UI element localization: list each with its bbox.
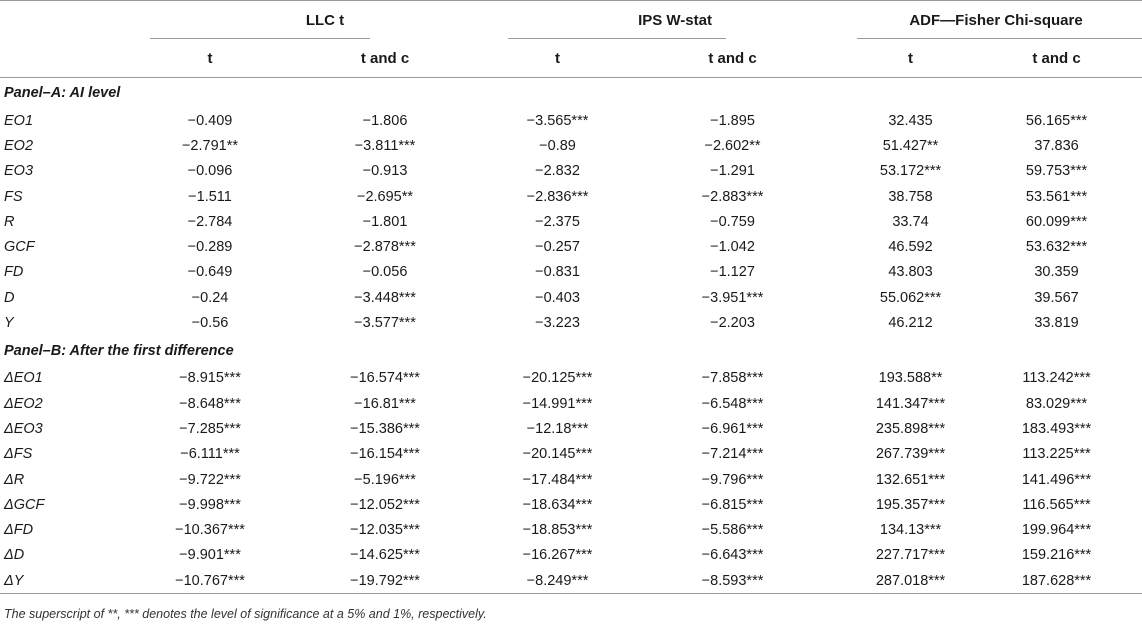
- table-cell: 46.592: [888, 239, 933, 256]
- table-cell: −2.203: [710, 315, 755, 332]
- table-cell: −6.961***: [701, 420, 764, 437]
- table-cell: −10.767***: [175, 572, 245, 589]
- panel-title: Panel–A: AI level: [4, 85, 121, 101]
- table-row: [0, 285, 1142, 310]
- row-label: ΔEO1: [4, 370, 43, 387]
- group-underline-adf: [857, 38, 1142, 39]
- table-cell: 53.172***: [879, 163, 942, 180]
- row-label: R: [4, 213, 15, 230]
- table-cell: −3.811***: [354, 137, 416, 154]
- table-cell: 51.427**: [882, 137, 939, 154]
- table-cell: −18.853***: [522, 522, 593, 539]
- table-cell: −3.565***: [526, 112, 589, 129]
- table-cell: −2.836***: [526, 188, 589, 205]
- table-cell: 39.567: [1034, 289, 1079, 306]
- row-label: ΔY: [4, 572, 24, 589]
- subcol-adf-t-and-c: t and c: [1032, 49, 1081, 67]
- table-cell: −6.643***: [701, 547, 764, 564]
- subcol-ips-t: t: [555, 49, 561, 67]
- table-cell: −12.035***: [350, 522, 420, 539]
- table-cell: −1.511: [188, 188, 232, 205]
- table-cell: −14.991***: [522, 395, 593, 412]
- table-cell: −16.574***: [350, 370, 420, 387]
- table-cell: 116.565***: [1022, 496, 1091, 513]
- row-label: ΔEO2: [4, 395, 43, 412]
- row-label: Y: [4, 315, 14, 332]
- table-cell: −3.951***: [701, 289, 764, 306]
- table-cell: −6.111***: [180, 446, 240, 463]
- table-cell: −8.648***: [179, 395, 241, 412]
- table-cell: −20.145***: [522, 446, 593, 463]
- table-cell: 235.898***: [875, 420, 946, 437]
- table-row: [0, 568, 1142, 594]
- table-row: [0, 184, 1142, 209]
- table-row: [0, 260, 1142, 285]
- row-label: FD: [4, 264, 24, 281]
- table-cell: 199.964***: [1021, 522, 1092, 539]
- table-cell: −2.883***: [701, 188, 764, 205]
- table-row: [0, 467, 1142, 492]
- table-row: [0, 442, 1142, 467]
- table-cell: −9.722***: [179, 471, 241, 488]
- table-cell: −8.593***: [701, 572, 764, 589]
- table-cell: 195.357***: [875, 496, 946, 513]
- table-cell: −6.548***: [701, 395, 764, 412]
- table-cell: −17.484***: [522, 471, 593, 488]
- group-underline-llc: [150, 38, 370, 39]
- table-cell: −2.375: [535, 213, 580, 230]
- table-cell: 33.819: [1034, 315, 1079, 332]
- table-cell: 59.753***: [1025, 163, 1088, 180]
- table-cell: −9.796***: [701, 471, 764, 488]
- table-cell: 113.225***: [1022, 446, 1091, 463]
- table-cell: −6.815***: [701, 496, 764, 513]
- panel-header-row: [0, 78, 1142, 109]
- table-cell: −2.832: [535, 163, 580, 180]
- table-cell: 227.717***: [875, 547, 946, 564]
- subcol-llc-t-and-c: t and c: [360, 49, 410, 67]
- table-cell: −7.285***: [179, 420, 241, 437]
- table-cell: −2.695**: [356, 188, 414, 205]
- table-cell: 134.13***: [879, 522, 942, 539]
- table-cell: −14.625***: [350, 547, 420, 564]
- table-cell: −8.915***: [179, 370, 241, 387]
- table-cell: 287.018***: [875, 572, 946, 589]
- table-cell: 267.739***: [875, 446, 946, 463]
- row-label: ΔR: [4, 471, 25, 488]
- table-cell: 37.836: [1034, 137, 1079, 154]
- table-cell: 32.435: [888, 112, 933, 129]
- row-label: ΔGCF: [4, 496, 45, 513]
- header-group-llc: LLC t: [305, 11, 345, 29]
- table-cell: −0.24: [191, 289, 229, 306]
- panel-header-row: [0, 336, 1142, 366]
- table-cell: −0.831: [535, 264, 580, 281]
- table-cell: −9.998***: [179, 496, 241, 513]
- table-cell: −0.89: [539, 137, 576, 154]
- row-label: EO2: [4, 137, 34, 154]
- table-cell: −3.577***: [354, 315, 416, 332]
- table-row: [0, 366, 1142, 391]
- table-cell: −16.154***: [350, 446, 420, 463]
- table-cell: −0.649: [187, 264, 233, 281]
- table-cell: −1.042: [710, 239, 755, 256]
- table-cell: 193.588**: [878, 370, 943, 387]
- header-blank-cell: [0, 39, 150, 78]
- table-cell: 141.496***: [1021, 471, 1092, 488]
- table-cell: 183.493***: [1021, 420, 1092, 437]
- table-cell: −2.784: [187, 213, 233, 230]
- table-cell: −12.18***: [526, 420, 589, 437]
- table-row: [0, 108, 1142, 133]
- table-cell: 38.758: [888, 188, 933, 205]
- table-cell: 33.74: [892, 213, 929, 230]
- table-cell: −15.386***: [350, 420, 420, 437]
- row-label: EO1: [4, 112, 34, 129]
- group-underline-ips: [508, 38, 726, 39]
- table-row: [0, 159, 1142, 184]
- table-cell: −12.052***: [350, 496, 420, 513]
- table-cell: 46.212: [888, 315, 933, 332]
- row-label: GCF: [4, 239, 35, 256]
- table-cell: −3.448***: [354, 289, 416, 306]
- table-cell: −16.267***: [522, 547, 593, 564]
- table-cell: −3.223: [535, 315, 580, 332]
- table-cell: 30.359: [1034, 264, 1079, 281]
- table-cell: −0.056: [362, 264, 408, 281]
- table-cell: −0.403: [535, 289, 580, 306]
- table-cell: −0.257: [535, 239, 580, 256]
- row-label: D: [4, 289, 15, 306]
- row-label: EO3: [4, 163, 34, 180]
- header-blank-cell: [0, 1, 150, 40]
- header-group-adf: ADF—Fisher Chi-square: [909, 11, 1083, 29]
- table-cell: 113.242***: [1022, 370, 1091, 387]
- table-row: [0, 133, 1142, 158]
- table-cell: 60.099***: [1025, 213, 1088, 230]
- table-cell: −0.759: [710, 213, 755, 230]
- table-cell: −1.127: [710, 264, 755, 281]
- table-row: [0, 209, 1142, 234]
- table-cell: −1.801: [362, 213, 408, 230]
- table-cell: −2.791**: [181, 137, 239, 154]
- table-cell: 55.062***: [879, 289, 942, 306]
- table-cell: −9.901***: [179, 547, 241, 564]
- table-cell: −7.858***: [701, 370, 764, 387]
- table-row: [0, 391, 1142, 416]
- row-label: ΔFS: [4, 446, 33, 463]
- table-cell: 141.347***: [875, 395, 946, 412]
- panel-title: Panel–B: After the first difference: [4, 342, 234, 359]
- row-label: FS: [4, 188, 23, 205]
- table-cell: −1.806: [362, 112, 408, 129]
- table-cell: −1.895: [710, 112, 755, 129]
- table-cell: 53.632***: [1025, 239, 1088, 256]
- row-label: ΔD: [4, 547, 25, 564]
- table-row: [0, 416, 1142, 441]
- table-cell: −8.249***: [526, 572, 589, 589]
- subcol-adf-t: t: [908, 49, 914, 67]
- row-label: ΔEO3: [4, 420, 43, 437]
- table-footnote: The superscript of **, *** denotes the level of significance at a 5% and 1%, respectively.: [4, 607, 487, 621]
- header-group-row: [0, 1, 1142, 40]
- table-cell: −0.409: [187, 112, 233, 129]
- table-cell: 132.651***: [875, 471, 946, 488]
- header-subcolumn-row: [0, 39, 1142, 78]
- table-row: [0, 492, 1142, 517]
- table-cell: −0.289: [187, 239, 233, 256]
- table-row: [0, 517, 1142, 542]
- table-cell: −0.56: [191, 315, 229, 332]
- table-row: [0, 543, 1142, 568]
- table-row: [0, 310, 1142, 335]
- table-cell: 43.803: [888, 264, 933, 281]
- table-cell: −5.586***: [701, 522, 764, 539]
- table-cell: −2.602**: [704, 137, 761, 154]
- table-row: [0, 234, 1142, 259]
- table-cell: −10.367***: [175, 522, 245, 539]
- table-cell: −0.913: [362, 163, 408, 180]
- table-cell: 187.628***: [1021, 572, 1092, 589]
- table-cell: 56.165***: [1025, 112, 1088, 129]
- table-cell: −5.196***: [354, 471, 416, 488]
- subcol-llc-t: t: [207, 49, 213, 67]
- table-cell: −20.125***: [522, 370, 593, 387]
- table-cell: 53.561***: [1025, 188, 1088, 205]
- table-cell: −0.096: [187, 163, 233, 180]
- table-cell: −2.878***: [354, 239, 416, 256]
- table-cell: −16.81***: [354, 395, 416, 412]
- row-label: ΔFD: [4, 522, 34, 539]
- header-group-ips: IPS W-stat: [638, 11, 712, 29]
- table-cell: 159.216***: [1021, 547, 1092, 564]
- table-cell: −18.634***: [522, 496, 593, 513]
- table-cell: −19.792***: [350, 572, 420, 589]
- subcol-ips-t-and-c: t and c: [708, 49, 757, 67]
- table-cell: −7.214***: [701, 446, 764, 463]
- table-cell: 83.029***: [1025, 395, 1088, 412]
- table-cell: −1.291: [710, 163, 755, 180]
